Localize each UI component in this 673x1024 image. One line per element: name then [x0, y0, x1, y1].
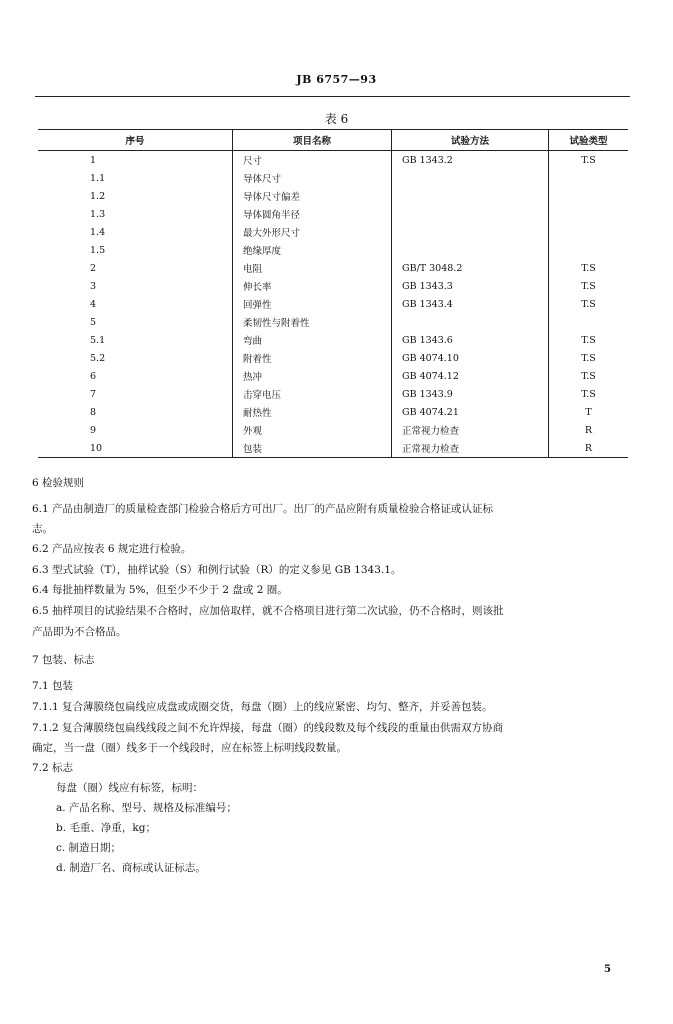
paragraph-6-2: 6.2 产品应按表 6 规定进行检验。 — [32, 543, 192, 555]
column-header-method: 试验方法 — [392, 130, 549, 151]
cell-test-method: GB 1343.4 — [392, 295, 549, 313]
cell-item-name: 外观 — [233, 421, 392, 439]
cell-item-name: 弯曲 — [233, 331, 392, 349]
table-row — [38, 169, 628, 187]
table-header-row — [38, 130, 628, 151]
cell-test-type: T.S — [549, 295, 629, 313]
table-row — [38, 241, 628, 259]
cell-test-method: GB 4074.21 — [392, 403, 549, 421]
table-row — [38, 313, 628, 331]
cell-test-type: T.S — [549, 385, 629, 403]
table-row — [38, 259, 628, 277]
cell-test-type: T — [549, 403, 629, 421]
list-item-a: a. 产品名称、型号、规格及标准编号； — [56, 802, 237, 814]
table-row — [38, 205, 628, 223]
table-row — [38, 223, 628, 241]
cell-no: 2 — [90, 262, 97, 274]
paragraph-6-5-line1: 6.5 抽样项目的试验结果不合格时，应加倍取样，就不合格项目进行第二次试验，仍不合格时，则该批 — [32, 605, 504, 617]
cell-no: 1.4 — [90, 226, 106, 238]
cell-item-name: 柔韧性与附着性 — [233, 313, 392, 331]
cell-item-name: 导体圆角半径 — [233, 205, 392, 223]
cell-no: 7 — [90, 388, 97, 400]
cell-item-name: 导体尺寸偏差 — [233, 187, 392, 205]
cell-test-type: T.S — [549, 367, 629, 385]
cell-no: 10 — [38, 439, 233, 458]
cell-test-method: GB/T 3048.2 — [392, 259, 549, 277]
cell-item-name: 热冲 — [233, 367, 392, 385]
cell-test-method: GB 1343.6 — [392, 331, 549, 349]
paragraph-7-1-2-line2: 确定，当一盘（圈）线多于一个线段时，应在标签上标明线段数量。 — [32, 742, 347, 754]
cell-test-type — [549, 223, 629, 241]
cell-item-name: 导体尺寸 — [233, 169, 392, 187]
cell-no: 1.5 — [90, 244, 106, 256]
test-items-table — [38, 129, 628, 458]
table-row — [38, 367, 628, 385]
paragraph-7-1: 7.1 包装 — [32, 680, 74, 692]
cell-item-name: 耐热性 — [233, 403, 392, 421]
table-row — [38, 151, 628, 170]
paragraph-6-4: 6.4 每批抽样数量为 5%，但至少不少于 2 盘或 2 圈。 — [32, 584, 288, 596]
cell-no: 5 — [90, 316, 97, 328]
cell-item-name: 包装 — [233, 439, 392, 458]
cell-test-type — [549, 241, 629, 259]
cell-test-method — [392, 313, 549, 331]
cell-test-method: GB 4074.12 — [392, 367, 549, 385]
table-row — [38, 421, 628, 439]
cell-item-name: 击穿电压 — [233, 385, 392, 403]
section-6-heading: 6 检验规则 — [32, 477, 85, 489]
list-item-c: c. 制造日期； — [56, 842, 122, 854]
cell-item-name: 回弹性 — [233, 295, 392, 313]
cell-test-method: GB 4074.10 — [392, 349, 549, 367]
cell-test-method — [392, 187, 549, 205]
header-rule — [35, 96, 630, 97]
cell-item-name: 电阻 — [233, 259, 392, 277]
cell-no: 4 — [90, 298, 97, 310]
table-row — [38, 403, 628, 421]
list-item-b: b. 毛重、净重，kg； — [56, 822, 156, 834]
cell-test-type: T.S — [549, 277, 629, 295]
cell-test-type: T.S — [549, 349, 629, 367]
cell-test-method — [392, 241, 549, 259]
paragraph-6-1-line2: 志。 — [32, 523, 53, 535]
cell-no: 5.1 — [90, 334, 106, 346]
cell-test-method — [392, 169, 549, 187]
paragraph-7-2: 7.2 标志 — [32, 762, 74, 774]
table-title: 表 6 — [324, 112, 349, 126]
cell-test-method: 正常视力检查 — [392, 439, 549, 458]
table-row — [38, 295, 628, 313]
paragraph-6-1-line1: 6.1 产品由制造厂的质量检查部门检验合格后方可出厂。出厂的产品应附有质量检验合格证或认证标 — [32, 503, 494, 515]
cell-test-method: GB 1343.9 — [392, 385, 549, 403]
cell-test-method — [392, 223, 549, 241]
table-row — [38, 187, 628, 205]
cell-test-type: R — [549, 439, 629, 458]
cell-test-type — [549, 169, 629, 187]
cell-item-name: 尺寸 — [233, 151, 392, 170]
cell-test-type — [549, 313, 629, 331]
document-code-header: JB 6757—93 — [296, 73, 377, 86]
table-body — [38, 151, 628, 458]
column-header-item: 项目名称 — [233, 130, 392, 151]
page-number: 5 — [604, 964, 611, 975]
paragraph-7-1-1: 7.1.1 复合薄膜绕包扁线应成盘或成圈交货，每盘（圈）上的线应紧密、均匀、整齐，并妥善包装。 — [32, 701, 493, 713]
cell-test-method: GB 1343.3 — [392, 277, 549, 295]
cell-test-type: R — [549, 421, 629, 439]
section-7-heading: 7 包装、标志 — [32, 654, 95, 666]
cell-test-type: T.S — [549, 151, 629, 170]
paragraph-6-3: 6.3 型式试验（T），抽样试验（S）和例行试验（R）的定义参见 GB 1343.1。 — [32, 564, 402, 576]
cell-item-name: 附着性 — [233, 349, 392, 367]
cell-test-type — [549, 205, 629, 223]
paragraph-6-5-line2: 产品即为不合格品。 — [32, 626, 127, 638]
table-row — [38, 277, 628, 295]
paragraph-7-2-intro: 每盘（圈）线应有标签，标明： — [56, 782, 203, 794]
cell-test-method: GB 1343.2 — [392, 151, 549, 170]
cell-item-name: 绝缘厚度 — [233, 241, 392, 259]
cell-test-method: 正常视力检查 — [392, 421, 549, 439]
cell-no: 3 — [90, 280, 97, 292]
cell-no: 5.2 — [90, 352, 106, 364]
cell-item-name: 最大外形尺寸 — [233, 223, 392, 241]
cell-no: 6 — [90, 370, 97, 382]
cell-no: 1.1 — [90, 172, 106, 184]
table-row — [38, 385, 628, 403]
cell-test-type — [549, 187, 629, 205]
cell-item-name: 伸长率 — [233, 277, 392, 295]
table-row — [38, 349, 628, 367]
table-row — [38, 439, 628, 458]
cell-no: 1.3 — [90, 208, 106, 220]
column-header-type: 试验类型 — [549, 130, 629, 151]
cell-test-type: T.S — [549, 331, 629, 349]
cell-no: 9 — [90, 424, 97, 436]
column-header-no: 序号 — [38, 130, 233, 151]
cell-test-type: T.S — [549, 259, 629, 277]
cell-no: 1.2 — [90, 190, 106, 202]
table-row — [38, 331, 628, 349]
cell-no: 1 — [90, 154, 97, 166]
cell-test-method — [392, 205, 549, 223]
paragraph-7-1-2-line1: 7.1.2 复合薄膜绕包扁线线段之间不允许焊接，每盘（圈）的线段数及每个线段的重量由供需双方协商 — [32, 722, 504, 734]
list-item-d: d. 制造厂名、商标或认证标志。 — [56, 862, 206, 874]
cell-no: 8 — [90, 406, 97, 418]
